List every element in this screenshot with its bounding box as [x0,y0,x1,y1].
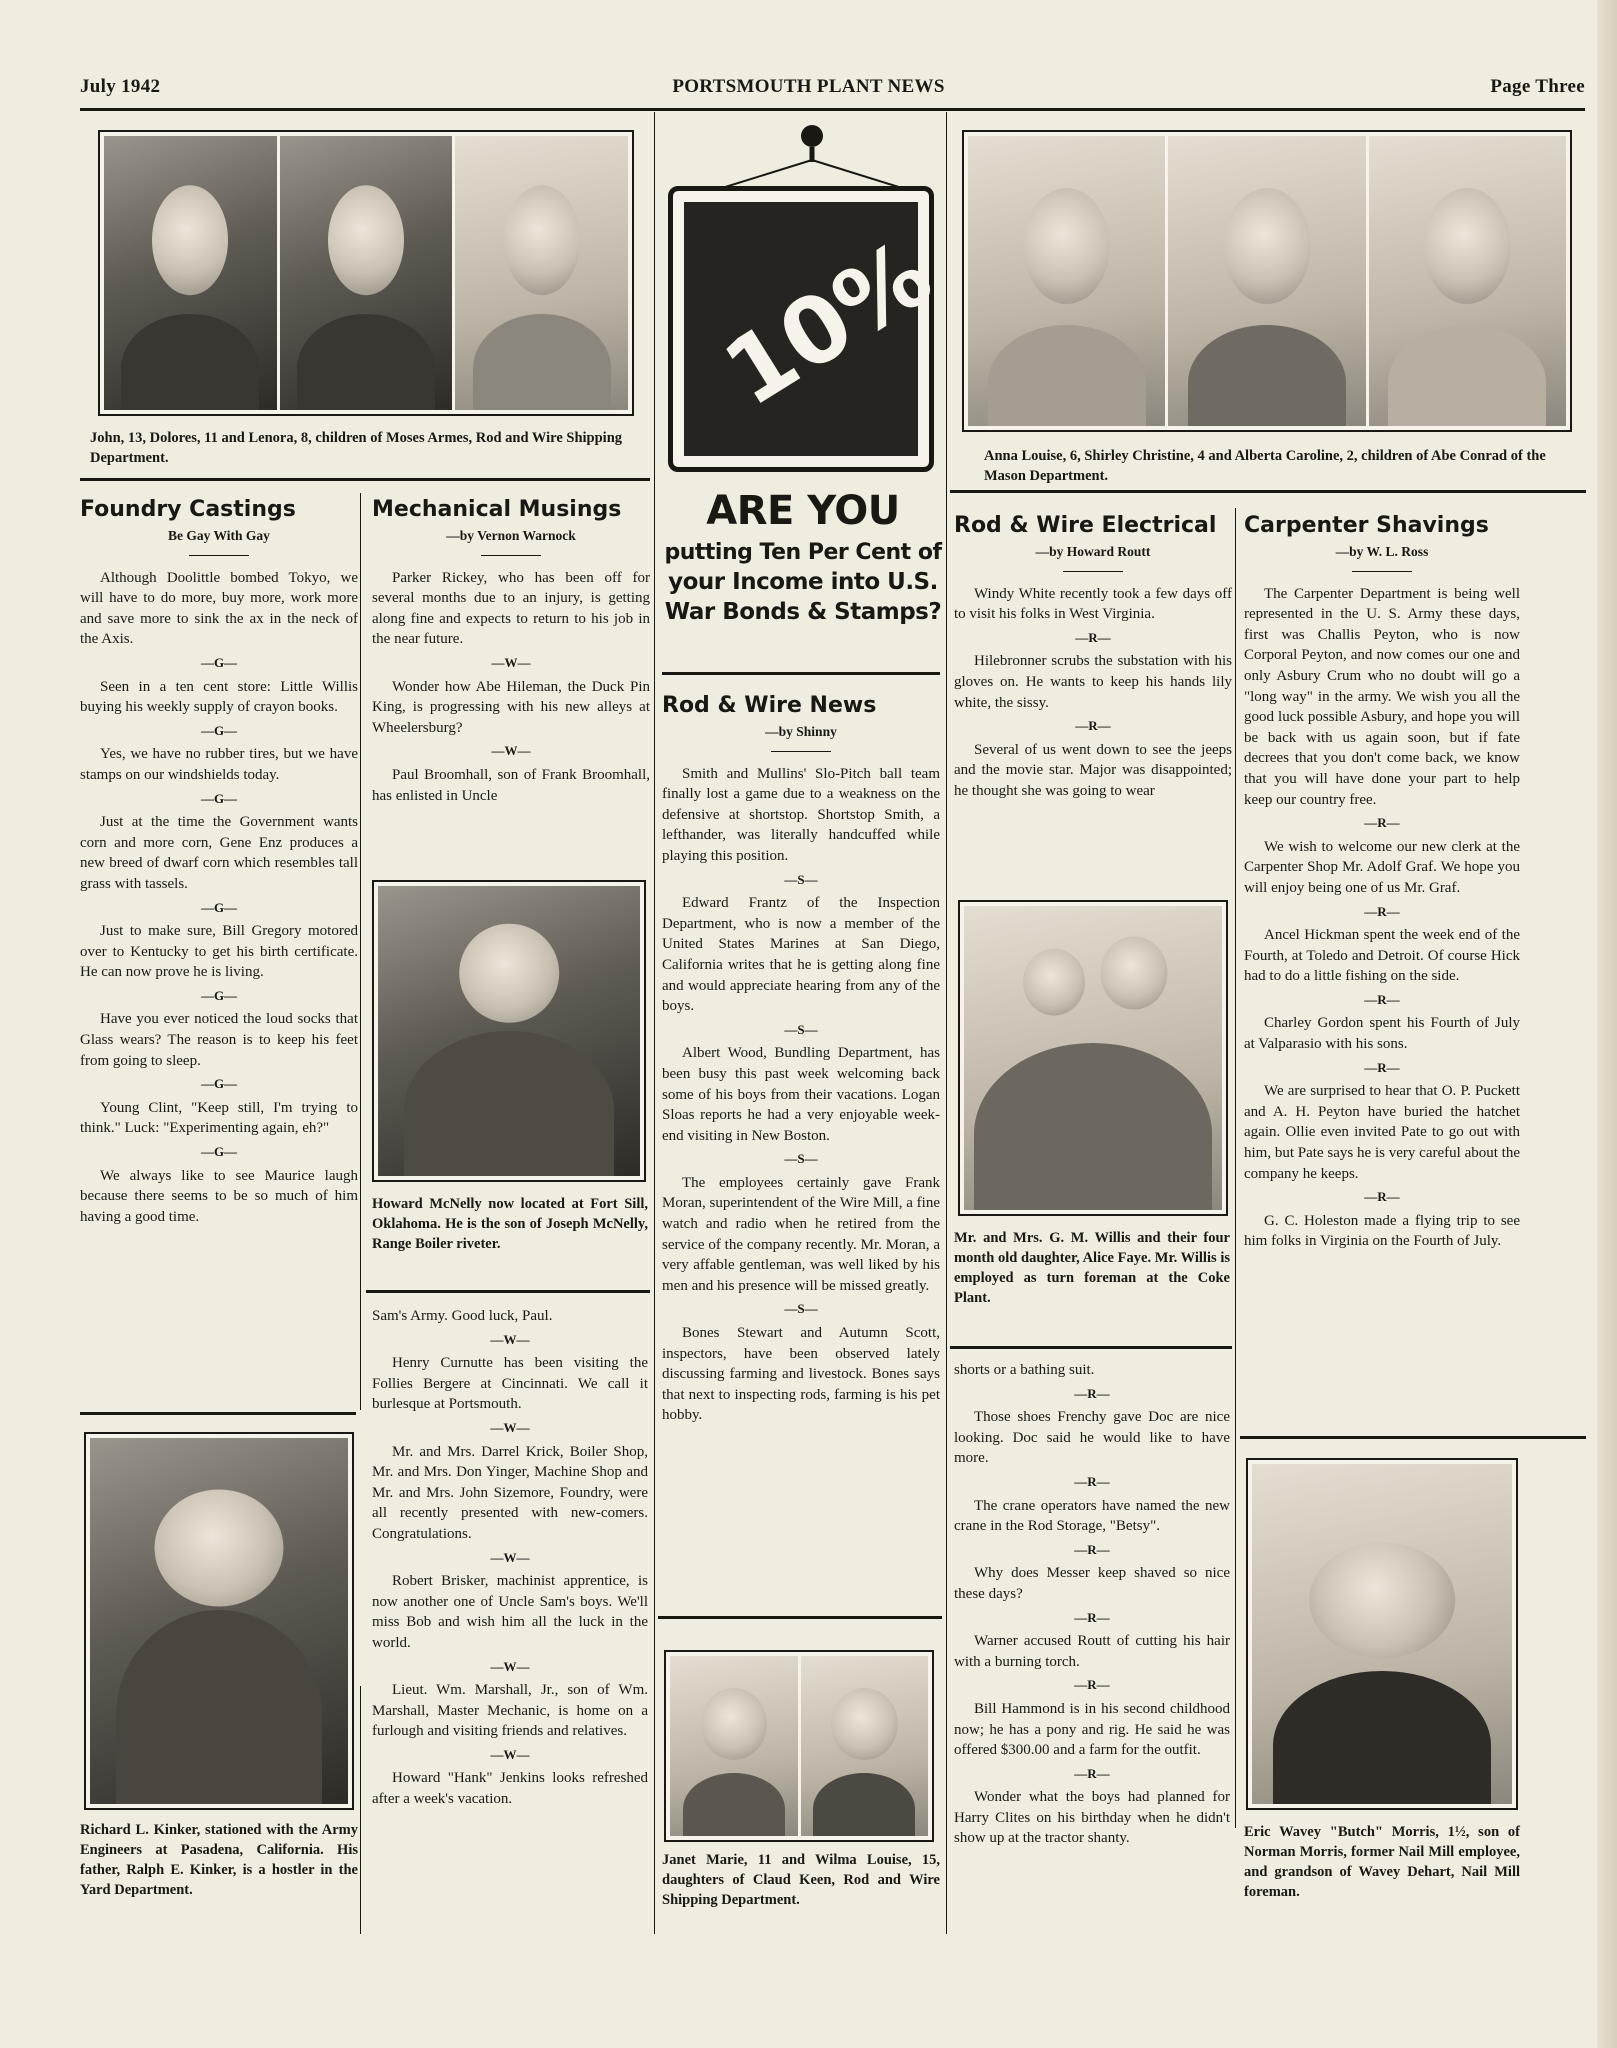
header-rule [80,108,1585,111]
news-item: Young Clint, "Keep still, I'm trying to think." Luck: "Experimenting again, eh?" [80,1099,358,1137]
item-separator: —G— [200,1076,238,1092]
byline-rule [481,555,541,556]
item-separator: —R— [1075,718,1111,734]
item-separator: —G— [200,899,238,915]
portrait-richard-kinker [90,1438,348,1804]
news-item: Windy White recently took a few days off to visit his folks in West Virginia. [954,585,1232,623]
foundry-castings-column [80,496,358,1227]
ad-line-3: your Income into U.S. [668,569,938,595]
conrad-caption: Anna Louise, 6, Shirley Christine, 4 and Alberta Caroline, 2, children of Abe Conrad of the Mason Department. [984,448,1546,484]
portrait-dolores [280,136,453,410]
news-item: We are surprised to hear that O. P. Puckett and A. H. Peyton have buried the hatchet again. Ollie even invited Pate to go out with him, but Pate says he is very careful about the company he keeps. [1244,1083,1520,1182]
news-item: Wonder what the boys had planned for Harry Clites on his birthday when he didn't show up at the tractor shanty. [954,1789,1230,1847]
foundry-castings-title: Foundry Castings [80,497,296,522]
news-item: The employees certainly gave Frank Moran, superintendent of the Wire Mill, a fine watch and radio when he retired from the service of the company recently. Mr. Moran, a very affable gentleman, was well liked by his men and his presence will be missed greatly. [662,1174,940,1294]
kinker-caption: Richard L. Kinker, stationed with the Army Engineers at Pasadena, California. His father, Ralph E. Kinker, is a hostler in the Yard Department. [80,1822,358,1898]
column-rule [1235,508,1236,1828]
portrait-eric-morris [1252,1464,1512,1804]
armes-children-photo [98,130,634,416]
section-rule [366,1290,650,1293]
portrait-howard-mcnelly [378,886,640,1176]
news-item: Henry Curnutte has been visiting the Follies Bergere at Cincinnati. We call it burlesque at Portsmouth. [372,1355,648,1413]
armes-caption: John, 13, Dolores, 11 and Lenora, 8, children of Moses Armes, Rod and Wire Shipping Department. [90,430,623,466]
portrait-janet-marie [670,1656,798,1836]
newspaper-title: PORTSMOUTH PLANT NEWS [672,76,945,97]
item-separator: —W— [490,1746,530,1762]
item-separator: —R— [1074,1385,1110,1401]
rod-wire-electrical-title: Rod & Wire Electrical [954,513,1217,538]
item-separator: —S— [784,1151,818,1167]
item-separator: —G— [200,654,238,670]
ad-headline: ARE YOU [706,488,900,534]
page-number: Page Three [1490,76,1585,97]
news-item: Ancel Hickman spent the week end of the Fourth, at Toledo and Detroit. Of course Hick had to do a little fishing on the side. [1244,927,1520,985]
news-item: Howard "Hank" Jenkins looks refreshed after a week's vacation. [372,1770,648,1808]
portrait-alberta-caroline [1369,136,1566,426]
news-item: Just at the time the Government wants corn and more corn, Gene Enz produces a new breed of dwarf corn which resembles tall grass with tassels. [80,814,358,892]
keen-caption: Janet Marie, 11 and Wilma Louise, 15, daughters of Claud Keen, Rod and Wire Shipping Department. [662,1852,940,1908]
news-item: Edward Frantz of the Inspection Department, who is now a member of the United States Marines at San Diego, California writes that he is getting along fine and would appreciate hearing from any of the boys. [662,895,940,1015]
item-separator: —S— [784,1021,818,1037]
section-rule [950,1346,1232,1349]
column-rule [946,112,947,1934]
news-item: Bill Hammond is in his second childhood now; he has a pony and rig. He said he was offered $300.00 and a farm for the outfit. [954,1700,1230,1759]
news-item: Paul Broomhall, son of Frank Broomhall, has enlisted in Uncle [372,766,650,804]
news-item: We always like to see Maurice laugh because there seems to be so much of him having a good time. [80,1167,358,1225]
mechanical-musings-byline: —by Vernon Warnock [446,528,576,543]
news-item: Hilebronner scrubs the substation with his gloves on. He wants to keep his hands lily white, the sissy. [954,653,1232,711]
news-item: Have you ever noticed the loud socks that Glass wears? The reason is to keep his feet from going to sleep. [80,1011,358,1069]
carpenter-shavings-byline: —by W. L. Ross [1335,544,1429,559]
ad-line-2: putting Ten Per Cent of [664,540,942,565]
page-edge [1597,0,1617,2048]
news-item: Smith and Mullins' Slo-Pitch ball team finally lost a game due to a weakness on the defensive at shortstop. Shortstop Smith, a lefthander, was literally handcuffed while playing this position. [662,765,940,864]
item-separator: —R— [1074,1765,1110,1781]
news-item-continued: shorts or a bathing suit. [954,1362,1095,1378]
news-item: Those shoes Frenchy gave Doc are nice looking. Doc said he would like to have more. [954,1409,1230,1467]
item-separator: —W— [490,1331,530,1347]
rod-wire-electrical-column [954,512,1232,802]
portrait-wilma-louise [801,1656,929,1836]
mechanical-musings-title: Mechanical Musings [372,497,622,522]
rod-wire-electrical-continued [954,1360,1230,1849]
item-separator: —R— [1364,991,1400,1007]
item-separator: —G— [200,987,238,1003]
news-item: Wonder how Abe Hileman, the Duck Pin King, is progressing with his new alleys at Wheelersburg? [372,678,650,736]
news-item: Parker Rickey, who has been off for several months due to an injury, is getting along fine and expects to return to his job in the near future. [372,569,650,648]
news-item: Mr. and Mrs. Darrel Krick, Boiler Shop, Mr. and Mrs. Don Yinger, Machine Shop and Mr. and Mrs. John Sizemore, Foundry, were all recently presented with new-comers. Congratulations. [372,1443,648,1542]
mcnelly-caption: Howard McNelly now located at Fort Sill, Oklahoma. He is the son of Joseph McNelly, Range Boiler riveter. [372,1196,648,1252]
section-rule [80,478,650,481]
carpenter-shavings-column [1244,512,1520,1252]
item-separator: —R— [1074,1541,1110,1557]
foundry-castings-byline: Be Gay With Gay [168,528,270,543]
column-rule [654,112,655,1934]
column-rule [360,1686,361,1934]
portrait-john [104,136,277,410]
portrait-anna-louise [968,136,1165,426]
news-item: Yes, we have no rubber tires, but we have stamps on our windshields today. [80,746,358,783]
byline-rule [189,555,249,556]
news-item-continued: Sam's Army. Good luck, Paul. [372,1308,553,1324]
news-item: The crane operators have named the new crane in the Rod Storage, "Betsy". [954,1497,1230,1535]
news-item: We wish to welcome our new clerk at the Carpenter Shop Mr. Adolf Graf. We hope you will enjoy being one of us Mr. Graf. [1244,838,1520,896]
war-bonds-ad [662,120,950,480]
news-item: Lieut. Wm. Marshall, Jr., son of Wm. Marshall, Master Mechanic, is home on a furlough and visiting friends and relatives. [372,1682,648,1740]
keen-daughters-photo [664,1650,934,1842]
item-separator: —W— [490,1419,530,1435]
item-separator: —S— [784,1301,818,1317]
byline-rule [771,751,831,752]
news-item: Just to make sure, Bill Gregory motored over to Kentucky to get his birth certificate. He can now prove he is living. [80,923,358,981]
item-separator: —G— [200,722,238,738]
item-separator: —R— [1075,629,1111,645]
morris-caption: Eric Wavey "Butch" Morris, 1½, son of Norman Morris, former Nail Mill employee, and grandson of Wavey Dehart, Nail Mill foreman. [1244,1824,1520,1900]
item-separator: —R— [1074,1677,1110,1693]
portrait-shirley-christine [1168,136,1365,426]
news-item: Charley Gordon spent his Fourth of July at Valparasio with his sons. [1244,1015,1520,1053]
news-item: Albert Wood, Bundling Department, has been busy this past week welcoming back some of his boys from their vacations. Logan Sloas reports he had a very enjoyable week-end visiting in New Boston. [662,1045,940,1144]
mcnelly-photo [372,880,646,1182]
issue-date: July 1942 [80,76,161,97]
rod-wire-electrical-byline: —by Howard Routt [1035,544,1151,559]
item-separator: —R— [1364,903,1400,919]
byline-rule [1063,571,1123,572]
kinker-photo [84,1432,354,1810]
morris-photo [1246,1458,1518,1810]
rod-wire-news-title: Rod & Wire News [662,693,877,718]
news-item: Why does Messer keep shaved so nice these days? [954,1565,1230,1602]
rod-wire-news-byline: —by Shinny [765,724,837,739]
item-separator: —G— [200,790,238,806]
item-separator: —W— [490,1658,530,1674]
rod-wire-news-column [662,692,940,1426]
section-rule [662,672,940,675]
item-separator: —R— [1364,1059,1400,1075]
item-separator: —R— [1364,815,1400,831]
ad-ten-percent: 10% [706,219,950,428]
section-rule [658,1616,942,1619]
news-item: Although Doolittle bombed Tokyo, we will have to do more, buy more, work more and save more to sink the ax in the neck of the Axis. [80,569,358,648]
item-separator: —R— [1074,1473,1110,1489]
portrait-willis-family [964,906,1222,1210]
section-rule [1240,1436,1586,1439]
conrad-children-photo [962,130,1572,432]
news-item: Warner accused Routt of cutting his hair with a burning torch. [954,1633,1230,1670]
mechanical-musings-continued [372,1306,648,1810]
ad-line-4: War Bonds & Stamps? [664,599,942,625]
item-separator: —W— [491,743,531,759]
item-separator: —R— [1364,1189,1400,1205]
item-separator: —W— [491,654,531,670]
section-rule [950,490,1586,493]
news-item: G. C. Holeston made a flying trip to see him folks in Virginia on the Fourth of July. [1244,1212,1520,1250]
portrait-lenora [455,136,628,410]
mechanical-musings-column [372,496,650,806]
hanging-nail-icon [662,120,942,190]
news-item: The Carpenter Department is being well represented in the U. S. Army these days, first was Challis Peyton, who is now Corporal Peyton, and now comes our one and only Asbury Crum who no doubt will go a "long way" in the army. We wish you all the good luck possible Asbury, and hope you will be back with us again soon, but if fate decrees that you don't come back, we know that you will have done your part to help keep our country free. [1244,585,1520,808]
column-rule [360,493,361,1410]
byline-rule [1352,571,1412,572]
news-item: Bones Stewart and Autumn Scott, inspectors, have been observed lately discussing farming and livestock. Bones says that next to inspecting rods, farming is his pet hobby. [662,1325,940,1424]
news-item: Several of us went down to see the jeeps and the movie star. Major was disappointed; he thought she was going to wear [954,741,1232,799]
willis-family-photo [958,900,1228,1216]
carpenter-shavings-title: Carpenter Shavings [1244,513,1489,538]
news-item: Robert Brisker, machinist apprentice, is now another one of Uncle Sam's boys. We'll miss Bob and wish him all the luck in the world. [372,1573,648,1651]
willis-caption: Mr. and Mrs. G. M. Willis and their four month old daughter, Alice Faye. Mr. Willis is employed as turn foreman at the Coke Plant. [954,1230,1230,1306]
item-separator: —G— [200,1144,238,1160]
item-separator: —W— [490,1549,530,1565]
section-rule [80,1412,356,1415]
news-item: Seen in a ten cent store: Little Willis buying his weekly supply of crayon books. [80,678,358,716]
item-separator: —R— [1074,1609,1110,1625]
item-separator: —S— [784,871,818,887]
